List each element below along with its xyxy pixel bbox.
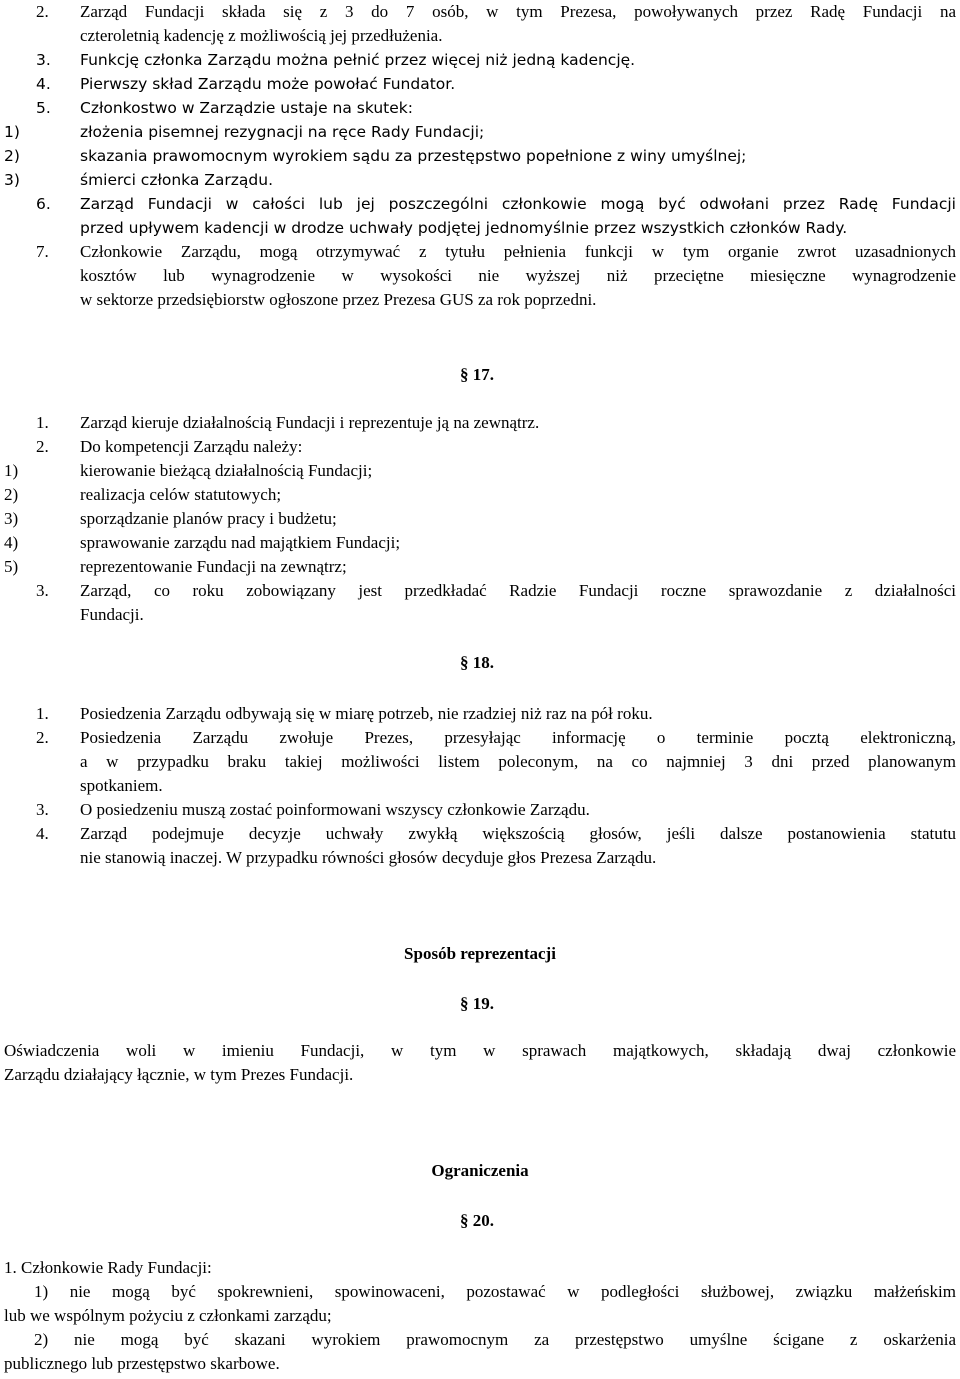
sub-item-text: kierowanie bieżącą działalnością Fundacji; (80, 461, 373, 480)
sub-item-text: lub we wspólnym pożyciu z członkami zarządu; (4, 1306, 332, 1325)
list-item (0, 1256, 956, 1280)
item-text: a w przypadku braku takiej możliwości listem poleconym, na co najmniej 3 dni przed planowanym (80, 752, 956, 771)
list-item (0, 702, 956, 726)
list-item (0, 822, 956, 846)
sub-item-number: 2) (4, 485, 19, 504)
item-number: 5. (36, 99, 51, 117)
sub-item (0, 120, 956, 144)
list-item (0, 240, 956, 264)
item-text: Członkostwo w Zarządzie ustaje na skutek: (80, 99, 413, 117)
list-item (0, 411, 956, 435)
sub-item-number: 1) (4, 123, 20, 141)
sub-item-text: skazania prawomocnym wyrokiem sądu za przestępstwo popełnione z winy umyślnej; (80, 147, 747, 165)
list-item-continuation (0, 24, 956, 48)
sub-item-number: 3) (4, 171, 20, 189)
item-text: czteroletnią kadencję z możliwością jej przedłużenia. (80, 26, 443, 45)
paragraph-line (0, 1039, 956, 1063)
item-text: Posiedzenia Zarządu zwołuje Prezes, przesyłając informację o terminie pocztą elektroniczną, (80, 728, 956, 747)
item-number: 4. (36, 75, 51, 93)
item-text: Zarząd podejmuje decyzje uchwały zwykłą większością głosów, jeśli dalsze postanowienia statutu (80, 824, 956, 843)
list-item (0, 96, 956, 120)
sub-item-number: 4) (4, 533, 19, 552)
section-number: § 17. (460, 365, 494, 384)
sub-item-text: złożenia pisemnej rezygnacji na ręce Rady Fundacji; (80, 123, 485, 141)
section-number: § 20. (460, 1211, 494, 1230)
sub-item-text: reprezentowanie Fundacji na zewnątrz; (80, 557, 347, 576)
sub-item-text: 2) nie mogą być skazani wyrokiem prawomocnym za przestępstwo umyślne ścigane z oskarżenia (34, 1330, 956, 1349)
item-text: spotkaniem. (80, 776, 163, 795)
sub-item-number: 1) (4, 461, 19, 480)
sub-item (0, 555, 956, 579)
item-number: 7. (36, 242, 49, 261)
item-text: Zarząd Fundacji w całości lub jej poszczególni członkowie mogą być odwołani przez Radę Fundacji (80, 195, 956, 213)
list-item-continuation (0, 216, 956, 240)
sub-item-text: śmierci członka Zarządu. (80, 171, 274, 189)
item-text: Posiedzenia Zarządu odbywają się w miarę potrzeb, nie rzadziej niż raz na pół roku. (80, 704, 653, 723)
sub-item-number: 2) (4, 147, 20, 165)
sub-item-number: 3) (4, 509, 19, 528)
list-item (0, 192, 956, 216)
item-number: 6. (36, 195, 51, 213)
sub-item (0, 1280, 956, 1304)
sub-item-continuation (0, 1352, 956, 1376)
list-item (0, 0, 956, 24)
list-item (0, 48, 956, 72)
item-number: 3. (36, 581, 49, 600)
item-text: nie stanowią inaczej. W przypadku równości głosów decyduje głos Prezesa Zarządu. (80, 848, 657, 867)
sub-item (0, 507, 956, 531)
sub-item (0, 144, 956, 168)
list-item-continuation (0, 603, 956, 627)
section-number: § 18. (460, 653, 494, 672)
sub-item-text: realizacja celów statutowych; (80, 485, 282, 504)
list-item (0, 72, 956, 96)
list-item-continuation (0, 288, 956, 312)
sub-item-text: publicznego lub przestępstwo skarbowe. (4, 1354, 280, 1373)
sub-item-continuation (0, 1304, 956, 1328)
item-text: Do kompetencji Zarządu należy: (80, 437, 303, 456)
item-text: Funkcję członka Zarządu można pełnić przez więcej niż jedną kadencję. (80, 51, 636, 69)
list-item (0, 435, 956, 459)
item-text: Zarząd Fundacji składa się z 3 do 7 osób, w tym Prezesa, powoływanych przez Radę Fundacji na (80, 2, 956, 21)
item-number: 4. (36, 824, 49, 843)
list-item (0, 579, 956, 603)
item-text: kosztów lub wynagrodzenie w wysokości nie wyższej niż przeciętne miesięczne wynagrodzenie (80, 266, 956, 285)
list-item-continuation (0, 750, 956, 774)
sub-item (0, 1328, 956, 1352)
item-text: przed upływem kadencji w drodze uchwały podjętej jednomyślnie przez wszystkich członków Rady. (80, 219, 848, 237)
list-item-continuation (0, 774, 956, 798)
item-number: 2. (36, 728, 49, 747)
item-text: O posiedzeniu muszą zostać poinformowani wszyscy członkowie Zarządu. (80, 800, 590, 819)
list-item (0, 798, 956, 822)
item-text: Zarząd kieruje działalnością Fundacji i reprezentuje ją na zewnątrz. (80, 413, 540, 432)
list-item (0, 726, 956, 750)
sub-item-number: 5) (4, 557, 19, 576)
sub-item (0, 531, 956, 555)
sub-item (0, 483, 956, 507)
item-number: 1. (36, 413, 49, 432)
paragraph-line (0, 1063, 956, 1087)
sub-item-text: sprawowanie zarządu nad majątkiem Fundacji; (80, 533, 401, 552)
item-text: Pierwszy skład Zarządu może powołać Fundator. (80, 75, 456, 93)
item-number: 3. (36, 800, 49, 819)
section-heading: Ograniczenia (431, 1161, 529, 1180)
item-number: 2. (36, 2, 49, 21)
sub-item (0, 459, 956, 483)
item-text: 1. Członkowie Rady Fundacji: (4, 1258, 212, 1277)
sub-item-text: sporządzanie planów pracy i budżetu; (80, 509, 337, 528)
item-number: 2. (36, 437, 49, 456)
item-text: Zarząd, co roku zobowiązany jest przedkładać Radzie Fundacji roczne sprawozdanie z działalności (80, 581, 956, 600)
section-heading: Sposób reprezentacji (404, 944, 556, 963)
item-text: w sektorze przedsiębiorstw ogłoszone przez Prezesa GUS za rok poprzedni. (80, 290, 597, 309)
item-number: 1. (36, 704, 49, 723)
paragraph-text: Zarządu działający łącznie, w tym Prezes Fundacji. (4, 1065, 354, 1084)
item-number: 3. (36, 51, 51, 69)
list-item-continuation (0, 846, 956, 870)
list-item-continuation (0, 264, 956, 288)
item-text: Fundacji. (80, 605, 144, 624)
sub-item-text: 1) nie mogą być spokrewnieni, spowinowaceni, pozostawać w podległości służbowej, związku małżeńskim (34, 1282, 956, 1301)
item-text: Członkowie Zarządu, mogą otrzymywać z tytułu pełnienia funkcji w tym organie zwrot uzasadnionych (80, 242, 956, 261)
section-number: § 19. (460, 994, 494, 1013)
paragraph-text: Oświadczenia woli w imieniu Fundacji, w tym w sprawach majątkowych, składają dwaj członkowie (4, 1041, 956, 1060)
sub-item (0, 168, 956, 192)
